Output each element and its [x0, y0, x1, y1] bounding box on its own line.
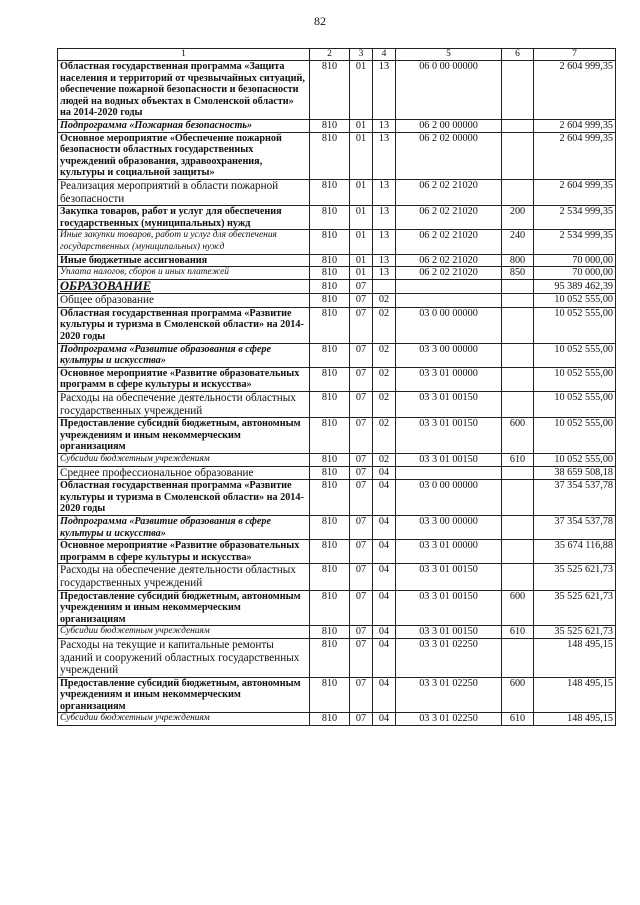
table-row: [58, 206, 616, 230]
cell-target-article: 06 0 00 00000: [396, 61, 502, 120]
cell-expense-type: [502, 392, 534, 418]
table-row: [58, 564, 616, 590]
cell-section: 07: [350, 454, 373, 467]
cell-amount: 35 525 621,73: [534, 590, 616, 626]
cell-section: 01: [350, 267, 373, 280]
cell-name: Субсидии бюджетным учреждениям: [58, 626, 310, 639]
cell-ministry-code: 810: [310, 179, 350, 205]
cell-subsection: 04: [373, 638, 396, 677]
table-row: [58, 418, 616, 454]
cell-ministry-code: 810: [310, 713, 350, 726]
cell-amount: 2 604 999,35: [534, 179, 616, 205]
cell-target-article: 06 2 00 00000: [396, 119, 502, 132]
cell-subsection: 13: [373, 179, 396, 205]
table-header-row: [58, 49, 616, 61]
cell-name: Уплата налогов, сборов и иных платежей: [58, 267, 310, 280]
cell-section: 01: [350, 206, 373, 230]
cell-expense-type: [502, 119, 534, 132]
cell-amount: 2 604 999,35: [534, 61, 616, 120]
cell-subsection: 13: [373, 254, 396, 267]
cell-target-article: 03 0 00 00000: [396, 480, 502, 516]
cell-ministry-code: 810: [310, 626, 350, 639]
table-row: [58, 454, 616, 467]
cell-expense-type: 610: [502, 454, 534, 467]
cell-name: Областная государственная программа «Защита населения и территорий от чрезвычайных ситуаций, обеспечение пожарной безопасности и безопасности людей на водных объектах в Смоленской области» на 2014-2020 годы: [58, 61, 310, 120]
column-header-amount: 7: [534, 49, 616, 61]
cell-expense-type: [502, 307, 534, 343]
column-header-target-article: 5: [396, 49, 502, 61]
cell-ministry-code: 810: [310, 61, 350, 120]
cell-subsection: [373, 279, 396, 294]
cell-ministry-code: 810: [310, 466, 350, 480]
cell-subsection: 13: [373, 230, 396, 254]
cell-subsection: 02: [373, 294, 396, 308]
cell-subsection: 04: [373, 515, 396, 539]
cell-target-article: [396, 279, 502, 294]
cell-subsection: 02: [373, 343, 396, 367]
cell-subsection: 13: [373, 61, 396, 120]
cell-target-article: 06 2 02 00000: [396, 132, 502, 179]
cell-expense-type: [502, 343, 534, 367]
cell-ministry-code: 810: [310, 254, 350, 267]
cell-ministry-code: 810: [310, 279, 350, 294]
cell-expense-type: 850: [502, 267, 534, 280]
cell-subsection: 04: [373, 713, 396, 726]
cell-ministry-code: 810: [310, 132, 350, 179]
cell-amount: 10 052 555,00: [534, 392, 616, 418]
cell-section: 07: [350, 480, 373, 516]
cell-name: Предоставление субсидий бюджетным, автономным учреждениям и иным некоммерческим организациям: [58, 677, 310, 713]
column-header-expense-type: 6: [502, 49, 534, 61]
cell-section: 07: [350, 466, 373, 480]
cell-name: Среднее профессиональное образование: [58, 466, 310, 480]
cell-amount: 10 052 555,00: [534, 307, 616, 343]
cell-expense-type: [502, 279, 534, 294]
cell-subsection: 04: [373, 677, 396, 713]
cell-ministry-code: 810: [310, 119, 350, 132]
cell-ministry-code: 810: [310, 343, 350, 367]
cell-target-article: [396, 294, 502, 308]
cell-amount: 37 354 537,78: [534, 515, 616, 539]
cell-expense-type: [502, 480, 534, 516]
cell-expense-type: 800: [502, 254, 534, 267]
table-row: [58, 119, 616, 132]
cell-ministry-code: 810: [310, 480, 350, 516]
cell-expense-type: 610: [502, 713, 534, 726]
table-row: [58, 307, 616, 343]
page-number: 82: [314, 14, 326, 28]
column-header-section: 3: [350, 49, 373, 61]
cell-ministry-code: 810: [310, 677, 350, 713]
cell-subsection: 02: [373, 454, 396, 467]
cell-amount: 38 659 508,18: [534, 466, 616, 480]
cell-amount: 2 604 999,35: [534, 119, 616, 132]
cell-target-article: 06 2 02 21020: [396, 179, 502, 205]
cell-target-article: 06 2 02 21020: [396, 254, 502, 267]
cell-ministry-code: 810: [310, 230, 350, 254]
table-row: [58, 343, 616, 367]
cell-section: 01: [350, 119, 373, 132]
cell-section: 01: [350, 230, 373, 254]
cell-subsection: 04: [373, 466, 396, 480]
cell-amount: 2 534 999,35: [534, 230, 616, 254]
cell-expense-type: 600: [502, 418, 534, 454]
cell-amount: 70 000,00: [534, 267, 616, 280]
cell-name: Расходы на обеспечение деятельности областных государственных учреждений: [58, 392, 310, 418]
table-row: [58, 480, 616, 516]
table-row: [58, 132, 616, 179]
cell-subsection: 02: [373, 367, 396, 391]
table-row: [58, 279, 616, 294]
cell-name: Основное мероприятие «Обеспечение пожарной безопасности областных государственных учреждений образования, здравоохранения, культуры и социальной защиты»: [58, 132, 310, 179]
cell-expense-type: [502, 540, 534, 564]
cell-section: 01: [350, 132, 373, 179]
cell-name: Реализация мероприятий в области пожарной безопасности: [58, 179, 310, 205]
cell-target-article: 03 0 00 00000: [396, 307, 502, 343]
cell-subsection: 02: [373, 307, 396, 343]
cell-expense-type: [502, 294, 534, 308]
cell-name: Основное мероприятие «Развитие образовательных программ в сфере культуры и искусства»: [58, 367, 310, 391]
cell-name: Закупка товаров, работ и услуг для обеспечения государственных (муниципальных) нужд: [58, 206, 310, 230]
table-row: [58, 626, 616, 639]
cell-ministry-code: 810: [310, 590, 350, 626]
cell-section: 07: [350, 638, 373, 677]
table-row: [58, 713, 616, 726]
cell-name: Субсидии бюджетным учреждениям: [58, 454, 310, 467]
column-header-ministry-code: 2: [310, 49, 350, 61]
table-row: [58, 638, 616, 677]
cell-expense-type: [502, 367, 534, 391]
cell-expense-type: 200: [502, 206, 534, 230]
cell-subsection: 13: [373, 119, 396, 132]
cell-target-article: [396, 466, 502, 480]
cell-amount: 148 495,15: [534, 713, 616, 726]
cell-name: Основное мероприятие «Развитие образовательных программ в сфере культуры и искусства»: [58, 540, 310, 564]
table-row: [58, 392, 616, 418]
cell-target-article: 03 3 01 00150: [396, 392, 502, 418]
cell-section: 07: [350, 294, 373, 308]
cell-section: 07: [350, 307, 373, 343]
cell-amount: 10 052 555,00: [534, 418, 616, 454]
cell-ministry-code: 810: [310, 638, 350, 677]
cell-expense-type: [502, 61, 534, 120]
cell-name: Областная государственная программа «Развитие культуры и туризма в Смоленской области» на 2014-2020 годы: [58, 480, 310, 516]
table-row: [58, 61, 616, 120]
table-row: [58, 540, 616, 564]
cell-name: ОБРАЗОВАНИЕ: [58, 279, 310, 294]
cell-expense-type: [502, 515, 534, 539]
table-row: [58, 230, 616, 254]
cell-amount: 148 495,15: [534, 638, 616, 677]
cell-section: 07: [350, 564, 373, 590]
cell-ministry-code: 810: [310, 267, 350, 280]
cell-ministry-code: 810: [310, 392, 350, 418]
cell-amount: 35 525 621,73: [534, 626, 616, 639]
cell-amount: 10 052 555,00: [534, 454, 616, 467]
cell-amount: 2 604 999,35: [534, 132, 616, 179]
table-row: [58, 254, 616, 267]
cell-subsection: 04: [373, 480, 396, 516]
cell-subsection: 02: [373, 392, 396, 418]
cell-ministry-code: 810: [310, 206, 350, 230]
budget-table: [57, 48, 616, 726]
cell-subsection: 02: [373, 418, 396, 454]
cell-ministry-code: 810: [310, 540, 350, 564]
cell-subsection: 04: [373, 590, 396, 626]
cell-section: 07: [350, 392, 373, 418]
cell-name: Подпрограмма «Развитие образования в сфере культуры и искусства»: [58, 343, 310, 367]
cell-subsection: 04: [373, 626, 396, 639]
cell-section: 07: [350, 367, 373, 391]
cell-subsection: 13: [373, 267, 396, 280]
cell-section: 07: [350, 677, 373, 713]
cell-amount: 70 000,00: [534, 254, 616, 267]
cell-section: 07: [350, 590, 373, 626]
cell-section: 07: [350, 515, 373, 539]
cell-expense-type: [502, 638, 534, 677]
table-row: [58, 267, 616, 280]
cell-section: 07: [350, 418, 373, 454]
cell-amount: 35 674 116,88: [534, 540, 616, 564]
column-header-name: 1: [58, 49, 310, 61]
cell-target-article: 06 2 02 21020: [396, 267, 502, 280]
cell-target-article: 03 3 01 02250: [396, 677, 502, 713]
cell-target-article: 06 2 02 21020: [396, 230, 502, 254]
cell-name: Расходы на обеспечение деятельности областных государственных учреждений: [58, 564, 310, 590]
cell-ministry-code: 810: [310, 307, 350, 343]
table-row: [58, 179, 616, 205]
cell-expense-type: 610: [502, 626, 534, 639]
cell-ministry-code: 810: [310, 367, 350, 391]
table-body: [58, 61, 616, 726]
table-row: [58, 677, 616, 713]
cell-subsection: 04: [373, 564, 396, 590]
cell-subsection: 13: [373, 132, 396, 179]
cell-expense-type: 240: [502, 230, 534, 254]
cell-subsection: 13: [373, 206, 396, 230]
cell-expense-type: [502, 564, 534, 590]
cell-name: Иные закупки товаров, работ и услуг для обеспечения государственных (муниципальных) нужд: [58, 230, 310, 254]
cell-section: 07: [350, 279, 373, 294]
cell-amount: 37 354 537,78: [534, 480, 616, 516]
cell-name: Предоставление субсидий бюджетным, автономным учреждениям и иным некоммерческим организациям: [58, 590, 310, 626]
cell-target-article: 06 2 02 21020: [396, 206, 502, 230]
table-row: [58, 367, 616, 391]
cell-amount: 10 052 555,00: [534, 367, 616, 391]
cell-section: 07: [350, 626, 373, 639]
cell-name: Подпрограмма «Развитие образования в сфере культуры и искусства»: [58, 515, 310, 539]
cell-section: 07: [350, 343, 373, 367]
cell-target-article: 03 3 00 00000: [396, 343, 502, 367]
cell-amount: 95 389 462,39: [534, 279, 616, 294]
cell-expense-type: 600: [502, 677, 534, 713]
cell-name: Иные бюджетные ассигнования: [58, 254, 310, 267]
cell-target-article: 03 3 01 00150: [396, 454, 502, 467]
cell-ministry-code: 810: [310, 418, 350, 454]
cell-target-article: 03 3 01 02250: [396, 638, 502, 677]
cell-amount: 10 052 555,00: [534, 294, 616, 308]
cell-ministry-code: 810: [310, 564, 350, 590]
cell-section: 01: [350, 61, 373, 120]
cell-expense-type: 600: [502, 590, 534, 626]
cell-expense-type: [502, 466, 534, 480]
cell-ministry-code: 810: [310, 515, 350, 539]
cell-name: Расходы на текущие и капитальные ремонты зданий и сооружений областных государственных учреждений: [58, 638, 310, 677]
cell-name: Областная государственная программа «Развитие культуры и туризма в Смоленской области» на 2014-2020 годы: [58, 307, 310, 343]
cell-amount: 148 495,15: [534, 677, 616, 713]
cell-target-article: 03 3 01 00150: [396, 418, 502, 454]
cell-target-article: 03 3 01 00150: [396, 626, 502, 639]
cell-target-article: 03 3 01 00000: [396, 540, 502, 564]
cell-target-article: 03 3 01 02250: [396, 713, 502, 726]
cell-target-article: 03 3 01 00150: [396, 564, 502, 590]
cell-amount: 35 525 621,73: [534, 564, 616, 590]
table-row: [58, 466, 616, 480]
cell-expense-type: [502, 179, 534, 205]
cell-name: Общее образование: [58, 294, 310, 308]
cell-amount: 2 534 999,35: [534, 206, 616, 230]
cell-name: Подпрограмма «Пожарная безопасность»: [58, 119, 310, 132]
cell-subsection: 04: [373, 540, 396, 564]
cell-ministry-code: 810: [310, 454, 350, 467]
cell-ministry-code: 810: [310, 294, 350, 308]
cell-name: Субсидии бюджетным учреждениям: [58, 713, 310, 726]
table-row: [58, 294, 616, 308]
cell-target-article: 03 3 01 00000: [396, 367, 502, 391]
cell-target-article: 03 3 01 00150: [396, 590, 502, 626]
cell-section: 07: [350, 713, 373, 726]
cell-target-article: 03 3 00 00000: [396, 515, 502, 539]
cell-amount: 10 052 555,00: [534, 343, 616, 367]
cell-section: 01: [350, 254, 373, 267]
cell-name: Предоставление субсидий бюджетным, автономным учреждениям и иным некоммерческим организациям: [58, 418, 310, 454]
table-row: [58, 515, 616, 539]
cell-section: 07: [350, 540, 373, 564]
cell-expense-type: [502, 132, 534, 179]
table-row: [58, 590, 616, 626]
column-header-subsection: 4: [373, 49, 396, 61]
cell-section: 01: [350, 179, 373, 205]
